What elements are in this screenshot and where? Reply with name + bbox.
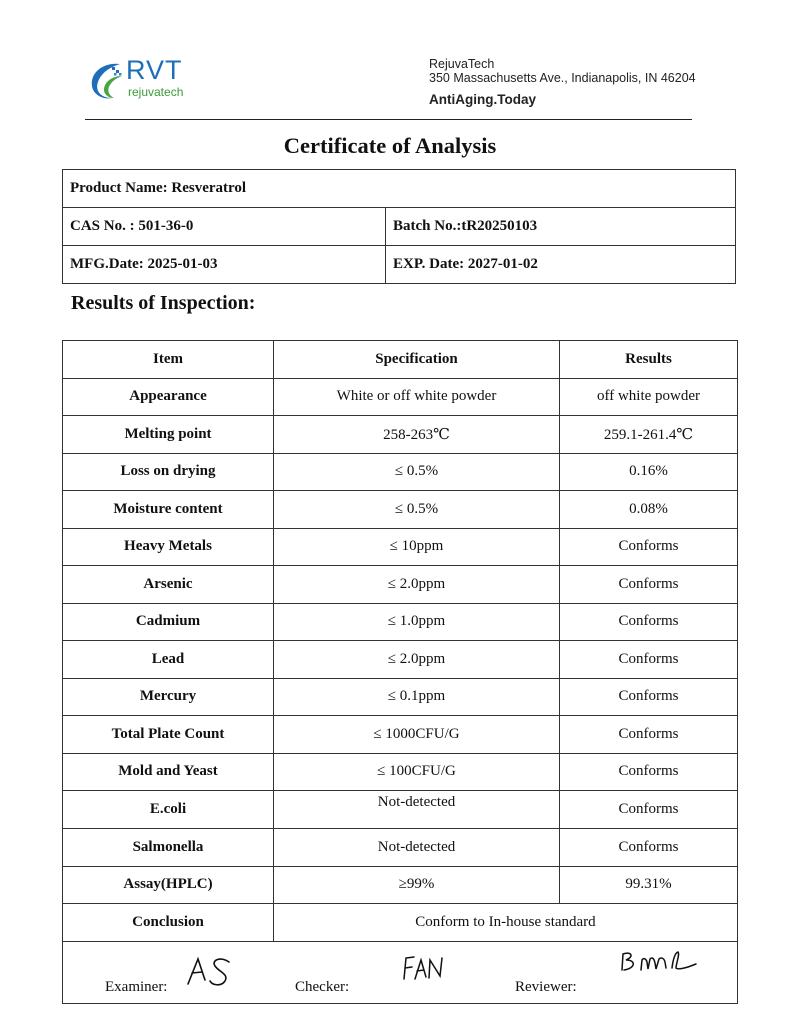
row-item: Moisture content xyxy=(63,491,274,529)
company-website: AntiAging.Today xyxy=(429,92,536,107)
row-result: Conforms xyxy=(560,791,738,829)
row-specification: ≤ 1.0ppm xyxy=(274,603,560,641)
table-row xyxy=(63,416,738,454)
header-item: Item xyxy=(63,341,274,379)
signature-cell xyxy=(63,941,738,1003)
table-header-row xyxy=(63,341,738,379)
conclusion-row xyxy=(63,904,738,942)
row-item: Assay(HPLC) xyxy=(63,866,274,904)
table-row xyxy=(63,753,738,791)
product-name: Product Name: Resveratrol xyxy=(63,170,736,208)
table-row xyxy=(63,678,738,716)
logo-brand-text: RVT xyxy=(126,55,183,85)
signature-row xyxy=(63,941,738,1003)
row-specification: Not-detected xyxy=(274,829,560,867)
row-item: Loss on drying xyxy=(63,453,274,491)
page-title: Certificate of Analysis xyxy=(283,133,497,158)
reviewer-label: Reviewer: xyxy=(515,978,577,995)
row-specification: ≤ 10ppm xyxy=(274,528,560,566)
exp-date: EXP. Date: 2027-01-02 xyxy=(386,246,736,284)
cas-number: CAS No. : 501-36-0 xyxy=(63,208,386,246)
row-result: Conforms xyxy=(560,603,738,641)
results-heading: Results of Inspection: xyxy=(71,292,256,314)
product-info-table xyxy=(62,169,736,284)
row-result: Conforms xyxy=(560,566,738,604)
row-item: E.coli xyxy=(63,791,274,829)
logo-subtitle: rejuvatech xyxy=(128,85,184,99)
row-result: 0.08% xyxy=(560,491,738,529)
company-address: 350 Massachusetts Ave., Indianapolis, IN 46204 xyxy=(429,71,696,85)
row-result: Conforms xyxy=(560,753,738,791)
row-item: Salmonella xyxy=(63,829,274,867)
row-item: Arsenic xyxy=(63,566,274,604)
conclusion-label: Conclusion xyxy=(63,904,274,942)
row-item: Total Plate Count xyxy=(63,716,274,754)
row-item: Mold and Yeast xyxy=(63,753,274,791)
row-result: 0.16% xyxy=(560,453,738,491)
table-row xyxy=(63,641,738,679)
row-specification: ≤ 0.5% xyxy=(274,453,560,491)
row-specification: ≤ 2.0ppm xyxy=(274,566,560,604)
table-row xyxy=(63,453,738,491)
row-result: Conforms xyxy=(560,716,738,754)
checker-label: Checker: xyxy=(295,978,350,995)
row-specification: ≤ 2.0ppm xyxy=(274,641,560,679)
table-row xyxy=(63,378,738,416)
document-header xyxy=(0,0,800,130)
table-row xyxy=(63,603,738,641)
row-result: Conforms xyxy=(560,678,738,716)
row-item: Cadmium xyxy=(63,603,274,641)
row-result: Conforms xyxy=(560,641,738,679)
row-specification: ≥99% xyxy=(274,866,560,904)
row-result: 99.31% xyxy=(560,866,738,904)
row-specification: ≤ 100CFU/G xyxy=(274,753,560,791)
table-row xyxy=(63,716,738,754)
row-item: Melting point xyxy=(63,416,274,454)
conclusion-value: Conform to In-house standard xyxy=(274,904,738,942)
row-result: Conforms xyxy=(560,829,738,867)
batch-number: Batch No.:tR20250103 xyxy=(386,208,736,246)
reviewer-signature xyxy=(618,948,700,976)
row-specification: 258-263℃ xyxy=(274,416,560,454)
row-result: Conforms xyxy=(560,528,738,566)
company-logo xyxy=(86,56,196,106)
row-specification: Not-detected xyxy=(274,791,560,829)
examiner-signature xyxy=(185,954,235,990)
row-result: off white powder xyxy=(560,378,738,416)
company-name: RejuvaTech xyxy=(429,57,495,71)
header-results: Results xyxy=(560,341,738,379)
table-row xyxy=(63,791,738,829)
table-row xyxy=(63,829,738,867)
table-row xyxy=(63,566,738,604)
checker-signature xyxy=(401,954,447,984)
row-item: Appearance xyxy=(63,378,274,416)
mfg-date: MFG.Date: 2025-01-03 xyxy=(63,246,386,284)
row-item: Mercury xyxy=(63,678,274,716)
examiner-label: Examiner: xyxy=(105,978,168,995)
table-row xyxy=(63,866,738,904)
logo-swirl-icon xyxy=(86,58,126,102)
table-row xyxy=(63,491,738,529)
header-specification: Specification xyxy=(274,341,560,379)
results-table xyxy=(62,340,738,1004)
table-row xyxy=(63,528,738,566)
row-specification: ≤ 0.1ppm xyxy=(274,678,560,716)
row-item: Lead xyxy=(63,641,274,679)
row-specification: ≤ 0.5% xyxy=(274,491,560,529)
header-divider xyxy=(85,119,692,120)
row-item: Heavy Metals xyxy=(63,528,274,566)
row-specification: ≤ 1000CFU/G xyxy=(274,716,560,754)
company-info xyxy=(429,57,696,107)
row-result: 259.1-261.4℃ xyxy=(560,416,738,454)
row-specification: White or off white powder xyxy=(274,378,560,416)
